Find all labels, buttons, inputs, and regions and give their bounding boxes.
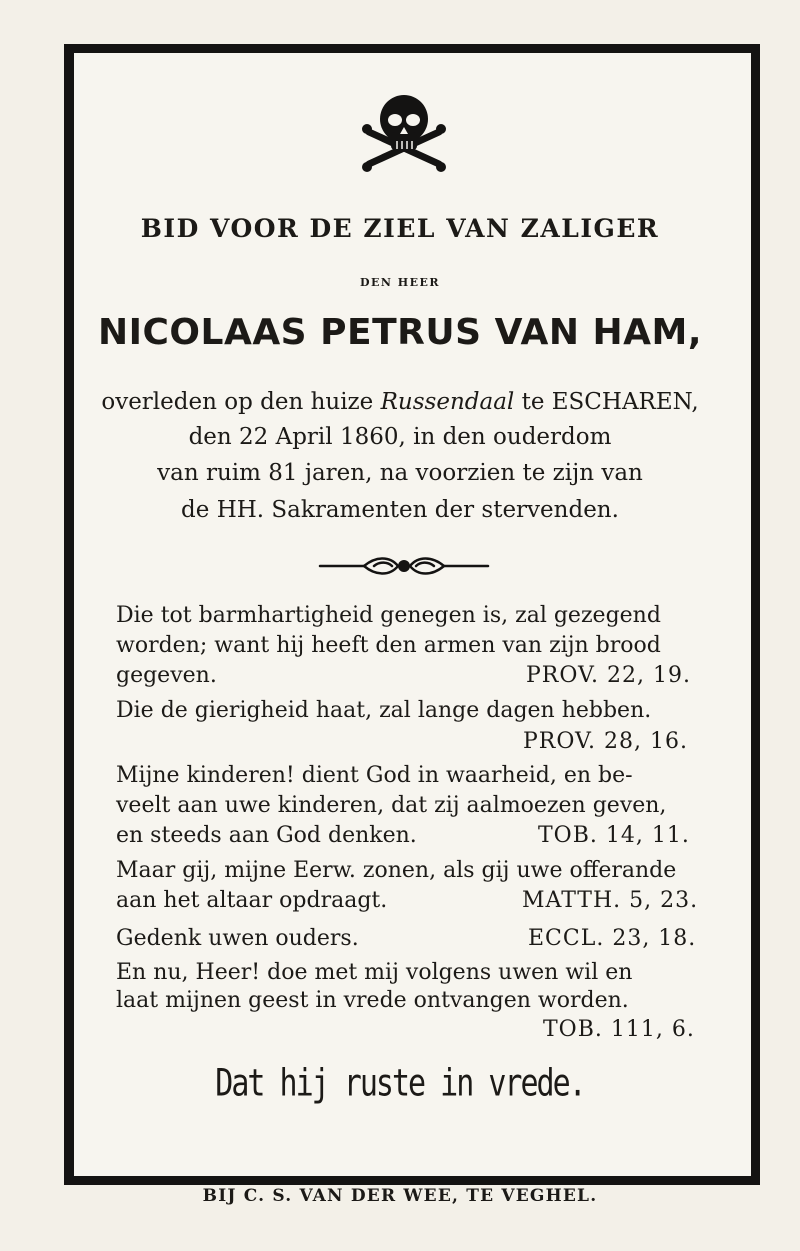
death-place-text-a: overleden op den huize [101, 389, 381, 415]
sacraments-line: de HH. Sakramenten der stervenden. [181, 497, 619, 523]
age-line: van ruim 81 jaren, na voorzien te zijn van [157, 460, 643, 486]
deceased-name: NICOLAAS PETRUS VAN HAM, [97, 312, 703, 353]
quote-5-line-1: Gedenk uwen ouders. [116, 926, 359, 951]
quote-1-reference: PROV. 22, 19. [526, 663, 692, 688]
quote-6-line-2: laat mijnen geest in vrede ontvangen worden. [116, 988, 629, 1013]
quote-3-line-2: veelt aan uwe kinderen, dat zij aalmoezen geven, [116, 793, 667, 818]
quote-5-reference: ECCL. 23, 18. [528, 926, 697, 951]
skull-and-crossbones-icon [359, 92, 449, 174]
quote-2-reference: PROV. 28, 16. [523, 729, 689, 754]
ornament-divider-icon [318, 552, 490, 580]
quote-3-line-3: en steeds aan God denken. [116, 823, 417, 848]
printer-imprint: BIJ C. S. VAN DER WEE, TE VEGHEL. [202, 1186, 598, 1206]
quote-6-line-1: En nu, Heer! doe met mij volgens uwen wil en [116, 960, 633, 985]
quote-4-reference: MATTH. 5, 23. [522, 888, 699, 913]
quote-4-line-1: Maar gij, mijne Eerw. zonen, als gij uwe offerande [116, 858, 677, 883]
heading: BID VOOR DE ZIEL VAN ZALIGER [140, 214, 660, 243]
quote-2-line-1: Die de gierigheid haat, zal lange dagen hebben. [116, 698, 652, 723]
quote-1-line-2: worden; want hij heeft den armen van zijn brood [116, 633, 661, 658]
quote-1-line-1: Die tot barmhartigheid genegen is, zal gezegend [116, 603, 661, 628]
death-place-line [0, 389, 800, 415]
quote-3-reference: TOB. 14, 11. [538, 823, 690, 848]
house-name: Russendaal [380, 389, 515, 415]
subheading: DEN HEER [359, 276, 441, 289]
quote-4-line-2: aan het altaar opdraagt. [116, 888, 388, 913]
quote-1-line-3: gegeven. [116, 663, 217, 688]
quote-6-reference: TOB. 111, 6. [543, 1017, 695, 1042]
death-date-line: den 22 April 1860, in den ouderdom [188, 424, 612, 450]
closing-prayer: Dat hij ruste in vrede. [215, 1061, 585, 1106]
quote-3-line-1: Mijne kinderen! dient God in waarheid, en be- [116, 763, 633, 788]
death-place-text-b: te ESCHAREN, [514, 389, 699, 415]
